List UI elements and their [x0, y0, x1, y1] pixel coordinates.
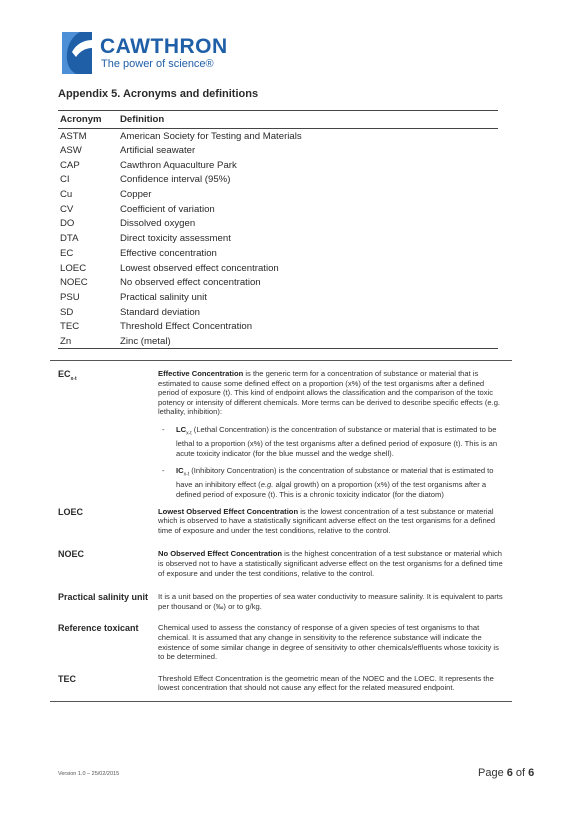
- sub-eg: e.g.: [260, 480, 274, 490]
- acronym-cell: NOEC: [60, 277, 88, 289]
- page-total: 6: [528, 767, 535, 779]
- definition-text: [158, 369, 506, 417]
- definition-cell: Lowest observed effect concentration: [120, 262, 279, 274]
- table-row: [58, 173, 498, 188]
- sub-subscript: x-t: [186, 430, 192, 437]
- cawthron-logo: [58, 28, 228, 78]
- definition-cell: Dissolved oxygen: [120, 218, 196, 230]
- acronym-cell: PSU: [60, 291, 80, 303]
- definition-rest: is the lowest concentration of a test substance or material which is observed to have a statistically significant adverse effect on the test organisms for a defined time of exposure and under the test conditions, relative to the control.: [158, 506, 496, 535]
- definition-psu: [50, 592, 512, 611]
- table-row: [58, 129, 498, 144]
- table-row: [58, 319, 498, 334]
- definition-ecxt: [50, 361, 512, 500]
- table-row: [58, 246, 498, 261]
- logo-text: [100, 36, 228, 71]
- definition-lead: Lowest Observed Effect Concentration: [158, 506, 299, 516]
- sub-definition-lc: [158, 425, 506, 458]
- definition-tec: [50, 674, 512, 701]
- term-subscript: x-t: [70, 375, 77, 382]
- acronym-cell: CI: [60, 174, 70, 186]
- acronyms-table: [58, 110, 498, 349]
- sub-definition-ic: [158, 466, 506, 499]
- definition-cell: Direct toxicity assessment: [120, 233, 231, 245]
- column-header-acronym: Acronym: [58, 111, 118, 129]
- acronym-cell: SD: [60, 306, 74, 318]
- table-row: [58, 275, 498, 290]
- table-row: [58, 158, 498, 173]
- brand-name: CAWTHRON: [100, 34, 228, 58]
- appendix-title: Appendix 5. Acronyms and definitions: [58, 88, 259, 100]
- acronym-cell: EC: [60, 247, 74, 259]
- page-of: of: [512, 767, 529, 779]
- sub-lead: IC: [176, 466, 184, 476]
- table-row: [58, 217, 498, 232]
- acronym-cell: ASTM: [60, 130, 87, 142]
- table-row: [58, 290, 498, 305]
- definition-cell: American Society for Testing and Materials: [120, 130, 302, 142]
- definition-term: Practical salinity unit: [58, 592, 149, 603]
- definition-cell: Copper: [120, 189, 152, 201]
- page-number: [478, 767, 534, 779]
- acronym-cell: Zn: [58, 334, 118, 349]
- definition-cell: Artificial seawater: [120, 145, 196, 157]
- definitions-section: [50, 360, 512, 702]
- definition-cell: Zinc (metal): [118, 334, 498, 349]
- acronym-cell: TEC: [60, 321, 80, 333]
- acronym-cell: CV: [60, 203, 74, 215]
- definition-term: Reference toxicant: [58, 623, 139, 634]
- table-row: [58, 231, 498, 246]
- acronym-cell: ASW: [60, 145, 82, 157]
- term-ec: EC: [58, 369, 71, 379]
- definition-rest: is the highest concentration of a test substance or material which is observed not to have a statistically significant adverse effect on the test organisms for a defined time of exposure and under the test conditions, relative to the control.: [158, 549, 503, 578]
- definition-lead: Effective Concentration: [158, 369, 244, 378]
- definition-term: LOEC: [58, 506, 84, 517]
- table-row: [58, 143, 498, 158]
- acronym-cell: LOEC: [60, 262, 87, 274]
- sub-rest: algal growth) on a proportion (x%) of the test organisms after a defined period of exposure (t). This is a chronic toxicity indicator (for the diatom): [176, 480, 487, 499]
- acronym-cell: DO: [60, 218, 75, 230]
- sub-rest: (Inhibitory Concentration) is the concentration of substance or material that is estimated to have an inhibitory effect (: [176, 466, 494, 490]
- definition-cell: Practical salinity unit: [120, 291, 207, 303]
- definition-body: It is a unit based on the properties of sea water conductivity to measure salinity. It is equivalent to parts per thousand or (‰) or to g/kg.: [158, 592, 503, 611]
- sub-subscript: x-t: [183, 471, 190, 478]
- definition-body: [158, 507, 506, 536]
- definition-cell: Cawthron Aquaculture Park: [120, 159, 237, 171]
- definition-noec: [50, 549, 512, 578]
- acronym-cell: Cu: [60, 189, 73, 201]
- sub-lead: LC: [176, 424, 187, 434]
- definition-rest: is the generic term for a concentration of substance or material that is estimated to cause some defined effect on a proportion (x%) of the test organisms after a defined period of exposure (t). This kind of endpoint allows the classification and the comparison of the toxic potency or intensity of different chemicals. More terms can be derived to describe specific effects (e.g. lethality, inhibition):: [158, 369, 501, 417]
- definition-body: Chemical used to assess the constancy of response of a given species of test organisms to that chemical. It is assumed that any change in sensitivity to the reference substance will indicate the existence of some similar change in degree of sensitivity to other chemicals/effluents whose toxicity is to be determined.: [158, 623, 499, 662]
- column-header-definition: Definition: [118, 111, 498, 129]
- page-current: 6: [506, 767, 513, 779]
- definition-cell: Threshold Effect Concentration: [120, 321, 253, 333]
- acronym-cell: CAP: [60, 159, 80, 171]
- cawthron-logo-icon: [58, 30, 96, 76]
- table-row: [58, 334, 498, 349]
- table-row: [58, 187, 498, 202]
- brand-tagline: The power of science®: [101, 57, 214, 70]
- definition-body: Threshold Effect Concentration is the geometric mean of the NOEC and the LOEC. It represents the lowest concentration that should not cause any effect for the related measured endpoint.: [158, 673, 494, 693]
- definition-lead: No Observed Effect Concentration: [158, 549, 283, 559]
- sub-rest: (Lethal Concentration) is the concentration of substance or material that is estimated to be lethal to a proportion (x%) of the test organisms after a defined period of exposure (t). This is an acute toxicity indicator (for the blue mussel and the wedge shell).: [176, 424, 498, 458]
- acronym-cell: DTA: [60, 233, 79, 245]
- table-row: [58, 261, 498, 276]
- definition-cell: Coefficient of variation: [120, 203, 215, 215]
- version-footer: Version 1.0 – 25/02/2015: [58, 771, 120, 777]
- definition-body: [158, 549, 506, 578]
- definition-cell: Confidence interval (95%): [120, 174, 231, 186]
- definition-cell: Effective concentration: [120, 247, 217, 259]
- definition-term: TEC: [58, 673, 76, 684]
- page-prefix: Page: [478, 767, 507, 779]
- definition-cell: No observed effect concentration: [120, 277, 261, 289]
- sub-definition-text: [176, 425, 506, 458]
- table-row: [58, 202, 498, 217]
- definition-loec: [50, 507, 512, 536]
- definition-cell: Standard deviation: [120, 306, 201, 318]
- sub-definition-text: [176, 466, 506, 499]
- list-dash: -: [162, 424, 165, 434]
- table-header-row: [58, 111, 498, 129]
- list-dash: -: [162, 466, 165, 476]
- table-row: [58, 305, 498, 320]
- definition-term: [58, 369, 158, 500]
- definition-term: NOEC: [58, 549, 85, 560]
- definition-reference-toxicant: [50, 623, 512, 661]
- definition-body: [158, 369, 506, 500]
